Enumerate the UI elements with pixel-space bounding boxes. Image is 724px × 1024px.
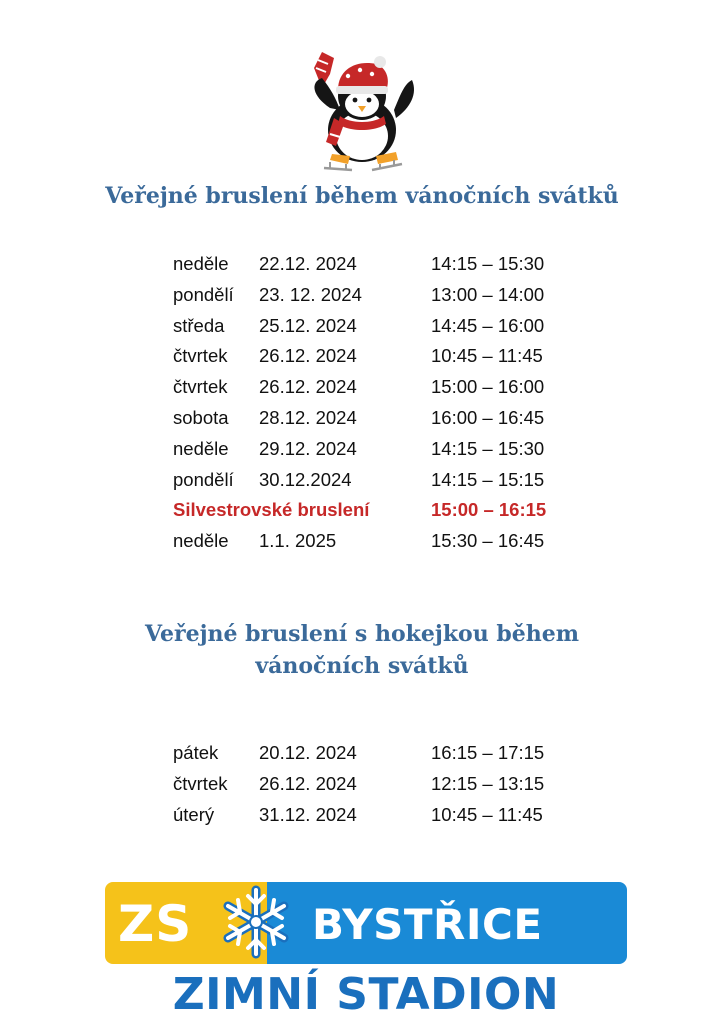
time-label: 10:45 – 11:45: [431, 345, 543, 367]
schedule-row: [173, 466, 593, 497]
date-label: 26.12. 2024: [259, 376, 357, 398]
date-label: 23. 12. 2024: [259, 283, 362, 305]
date-label: 29.12. 2024: [259, 437, 357, 459]
day-label: sobota: [173, 406, 229, 428]
date-label: 20.12. 2024: [259, 742, 357, 763]
day-label: pondělí: [173, 468, 234, 490]
time-label: 10:45 – 11:45: [431, 803, 543, 825]
day-label: čtvrtek: [173, 772, 228, 794]
logo-name: ZIMNÍ STADION: [172, 969, 560, 1020]
date-label: 26.12. 2024: [259, 345, 357, 367]
logo-city: BYSTŘICE: [312, 900, 543, 949]
date-label: 22.12. 2024: [259, 253, 357, 274]
special-event-label: Silvestrovské bruslení: [173, 499, 370, 521]
public-skating-schedule: [173, 250, 593, 558]
schedule-row: [173, 281, 593, 312]
time-label: 14:45 – 16:00: [431, 314, 545, 336]
time-label: 15:30 – 16:45: [431, 530, 545, 552]
time-label: 13:00 – 14:00: [431, 283, 545, 305]
date-label: 28.12. 2024: [259, 406, 357, 428]
snowflake-icon: [214, 884, 298, 960]
day-label: neděle: [173, 253, 229, 274]
day-label: neděle: [173, 530, 229, 552]
schedule-row: [173, 312, 593, 343]
section2-title: [0, 618, 724, 682]
time-label: 14:15 – 15:15: [431, 468, 545, 490]
special-event-row: [173, 496, 593, 527]
day-label: úterý: [173, 803, 215, 825]
section1-title: Veřejné bruslení během vánočních svátků: [105, 183, 619, 209]
schedule-row: [173, 801, 593, 832]
date-label: 25.12. 2024: [259, 314, 357, 336]
day-label: neděle: [173, 437, 229, 459]
date-label: 31.12. 2024: [259, 803, 357, 825]
day-label: pátek: [173, 742, 219, 763]
schedule-row: [173, 250, 593, 281]
time-label: 14:15 – 15:30: [431, 253, 545, 274]
time-label: 12:15 – 13:15: [431, 772, 545, 794]
day-label: čtvrtek: [173, 345, 228, 367]
schedule-row: [173, 342, 593, 373]
schedule-row: [173, 435, 593, 466]
schedule-row: [173, 404, 593, 435]
time-label: 15:00 – 16:00: [431, 376, 545, 398]
day-label: čtvrtek: [173, 376, 228, 398]
schedule-row: [173, 770, 593, 801]
date-label: 30.12.2024: [259, 468, 352, 490]
logo-abbr: ZS: [118, 895, 193, 953]
schedule-row: [173, 739, 593, 770]
special-event-time: 15:00 – 16:15: [431, 499, 547, 521]
hockey-stick-skating-schedule: [173, 739, 593, 831]
schedule-row: [173, 527, 593, 558]
section2-title-line2: vánočních svátků: [255, 653, 469, 679]
time-label: 16:15 – 17:15: [431, 742, 545, 763]
schedule-row: [173, 373, 593, 404]
time-label: 14:15 – 15:30: [431, 437, 545, 459]
day-label: středa: [173, 314, 225, 336]
date-label: 1.1. 2025: [259, 530, 337, 552]
penguin-skater-icon: [300, 38, 424, 178]
section2-title-line1: Veřejné bruslení s hokejkou během: [144, 621, 580, 647]
day-label: pondělí: [173, 283, 234, 305]
time-label: 16:00 – 16:45: [431, 406, 545, 428]
date-label: 26.12. 2024: [259, 772, 357, 794]
